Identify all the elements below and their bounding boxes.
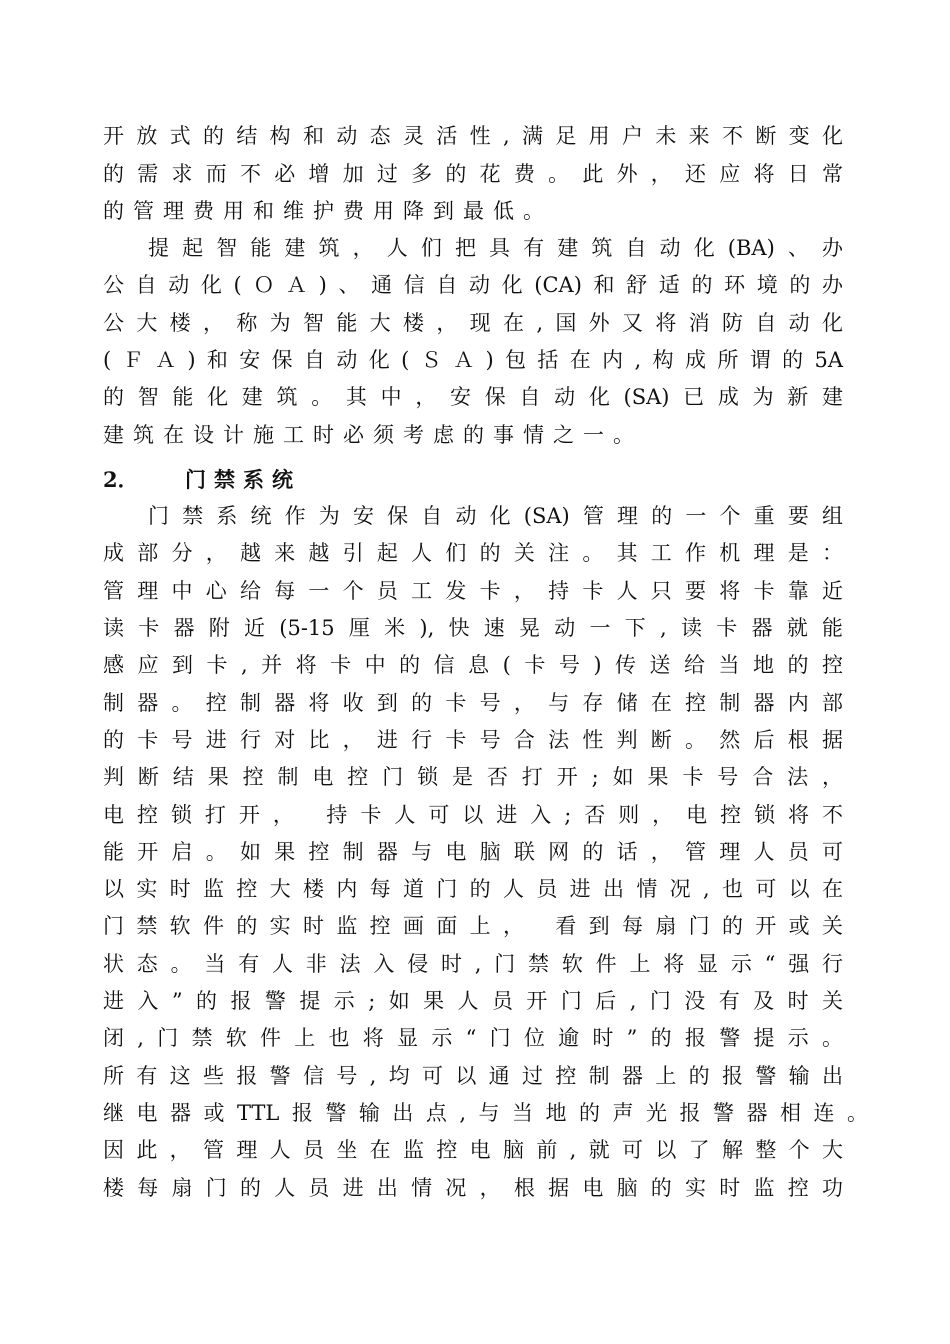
text-line: 的管理费用和维护费用降到最低。: [103, 199, 553, 223]
text-line: 管理中心给每一个员工发卡，持卡人只要将卡靠近: [103, 579, 843, 603]
text-line: 以实时监控大楼内每道门的人员进出情况,也可以在: [103, 877, 843, 901]
text-line: 建筑在设计施工时必须考虑的事情之一。: [103, 423, 643, 447]
text-line: 闭,门禁软件上也将显示“门位逾时”的报警提示。: [103, 1026, 843, 1050]
text-line: (ＦＡ)和安保自动化(ＳＡ)包括在内,构成所谓的5A: [103, 348, 843, 372]
text-line: 感应到卡,并将卡中的信息(卡号)传送给当地的控: [103, 653, 843, 677]
section-number: 2．: [103, 467, 139, 492]
text-line: 楼每扇门的人员进出情况，根据电脑的实时监控功: [103, 1176, 843, 1200]
text-line: 开放式的结构和动态灵活性,满足用户未来不断变化: [103, 124, 843, 148]
text-line: 因此，管理人员坐在监控电脑前,就可以了解整个大: [103, 1138, 843, 1162]
text-line: 公自动化(ＯＡ)、通信自动化(CA)和舒适的环境的办: [103, 273, 843, 297]
text-line: 电控锁打开， 持卡人可以进入;否则，电控锁将不: [103, 803, 843, 827]
text-line: 制器。控制器将收到的卡号，与存储在控制器内部: [103, 691, 843, 715]
text-line: 提起智能建筑，人们把具有建筑自动化(BA)、办: [148, 236, 843, 260]
text-line: 能开启。如果控制器与电脑联网的话，管理人员可: [103, 840, 843, 864]
text-line: 门禁软件的实时监控画面上， 看到每扇门的开或关: [103, 914, 843, 938]
text-line: 公大楼，称为智能大楼，现在,国外又将消防自动化: [103, 311, 843, 335]
text-line: 成部分，越来越引起人们的关注。其工作机理是：: [103, 541, 843, 565]
section-title: 门禁系统: [185, 467, 301, 492]
text-line: 状态。当有人非法入侵时,门禁软件上将显示“强行: [103, 952, 843, 976]
text-line: 所有这些报警信号,均可以通过控制器上的报警输出: [103, 1064, 843, 1088]
text-line: 判断结果控制电控门锁是否打开;如果卡号合法，: [103, 765, 843, 789]
text-line: 继电器或TTL报警输出点,与当地的声光报警器相连。: [103, 1101, 868, 1125]
text-line: 的需求而不必增加过多的花费。此外，还应将日常: [103, 162, 843, 186]
text-line: 门禁系统作为安保自动化(SA)管理的一个重要组: [148, 504, 843, 528]
text-line: 的卡号进行对比，进行卡号合法性判断。然后根据: [103, 728, 843, 752]
text-line: 读卡器附近(5-15厘米),快速晃动一下,读卡器就能: [103, 616, 843, 640]
section-heading: [103, 464, 301, 496]
text-line: 进入”的报警提示;如果人员开门后,门没有及时关: [103, 989, 843, 1013]
text-line: 的智能化建筑。其中，安保自动化(SA)已成为新建: [103, 385, 843, 409]
